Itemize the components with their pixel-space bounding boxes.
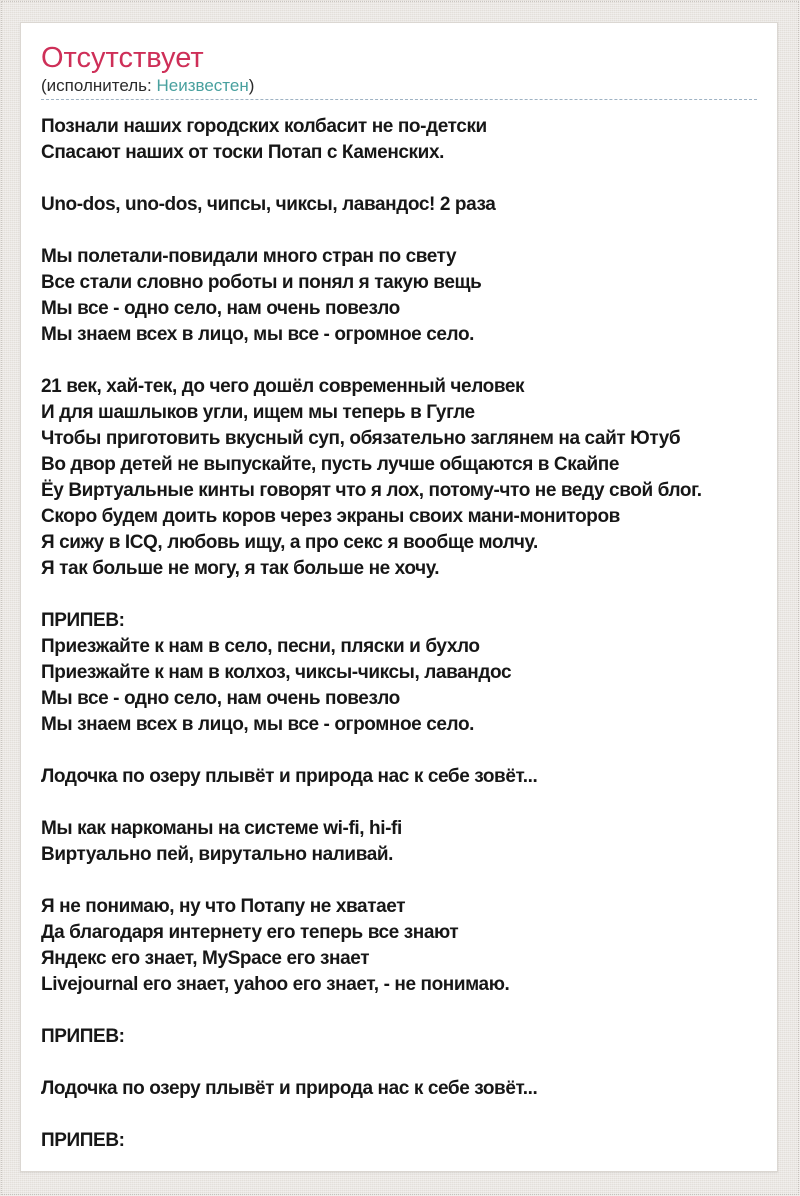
lyric-line: Во двор детей не выпускайте, пусть лучше общаются в Скайпе (41, 454, 620, 475)
lyrics-card (20, 22, 778, 1172)
lyric-line (41, 738, 757, 764)
lyric-line: Uno-dos, uno-dos, чипсы, чиксы, лавандос! 2 раза (41, 194, 496, 215)
lyric-line: Спасают наших от тоски Потап с Каменских. (41, 142, 444, 163)
lyric-line: ПРИПЕВ: (41, 1026, 125, 1047)
lyric-line: Познали наших городских колбасит не по-детски (41, 116, 487, 137)
artist-label: (исполнитель: (41, 76, 157, 95)
lyric-line: Мы знаем всех в лицо, мы все - огромное село. (41, 324, 475, 345)
lyric-line: Я сижу в ICQ, любовь ищу, а про секс я вообще молчу. (41, 532, 538, 553)
lyric-line (41, 998, 757, 1024)
lyric-line: Я не понимаю, ну что Потапу не хватает (41, 896, 406, 917)
artist-link[interactable]: Неизвестен (156, 76, 249, 95)
lyric-line: Скоро будем доить коров через экраны своих мани-мониторов (41, 506, 620, 527)
lyric-line: Мы как наркоманы на системе wi-fi, hi-fi (41, 818, 402, 839)
song-title: Отсутствует (41, 42, 204, 74)
lyric-line: Лодочка по озеру плывёт и природа нас к себе зовёт... (41, 1078, 538, 1099)
lyric-line: Все стали словно роботы и понял я такую вещь (41, 272, 482, 293)
lyric-line (41, 1102, 757, 1128)
artist-line (41, 76, 757, 98)
lyric-line: Я так больше не могу, я так больше не хочу. (41, 558, 440, 579)
lyric-line: Виртуально пей, вирутально наливай. (41, 844, 394, 865)
lyric-line: Да благодаря интернету его теперь все знают (41, 922, 459, 943)
lyric-line: Чтобы приготовить вкусный суп, обязательно заглянем на сайт Ютуб (41, 428, 681, 449)
lyric-line: Livejournal его знает, yahoo его знает, - не понимаю. (41, 974, 510, 995)
lyric-line: Приезжайте к нам в колхоз, чиксы-чиксы, лавандос (41, 662, 512, 683)
lyric-line: Мы все - одно село, нам очень повезло (41, 688, 400, 709)
lyric-line: Яндекс его знает, MySpace его знает (41, 948, 370, 969)
dashed-separator (41, 99, 757, 100)
lyric-line: ПРИПЕВ: (41, 1130, 125, 1151)
lyrics-text (41, 114, 757, 1154)
lyric-line: Мы все - одно село, нам очень повезло (41, 298, 400, 319)
lyric-line (41, 218, 757, 244)
lyric-line: И для шашлыков угли, ищем мы теперь в Гугле (41, 402, 475, 423)
lyric-line (41, 582, 757, 608)
lyric-line: Приезжайте к нам в село, песни, пляски и бухло (41, 636, 480, 657)
lyric-line (41, 868, 757, 894)
lyric-line (41, 1050, 757, 1076)
lyric-line (41, 790, 757, 816)
lyric-line: Ёу Виртуальные кинты говорят что я лох, потому-что не веду свой блог. (41, 480, 702, 501)
lyric-line: ПРИПЕВ: (41, 610, 125, 631)
lyric-line: 21 век, хай-тек, до чего дошёл современный человек (41, 376, 525, 397)
lyric-line: Мы полетали-повидали много стран по свету (41, 246, 457, 267)
lyric-line: Мы знаем всех в лицо, мы все - огромное село. (41, 714, 475, 735)
lyric-line (41, 166, 757, 192)
lyric-line (41, 348, 757, 374)
artist-line-suffix: ) (248, 76, 255, 95)
lyric-line: Лодочка по озеру плывёт и природа нас к себе зовёт... (41, 766, 538, 787)
